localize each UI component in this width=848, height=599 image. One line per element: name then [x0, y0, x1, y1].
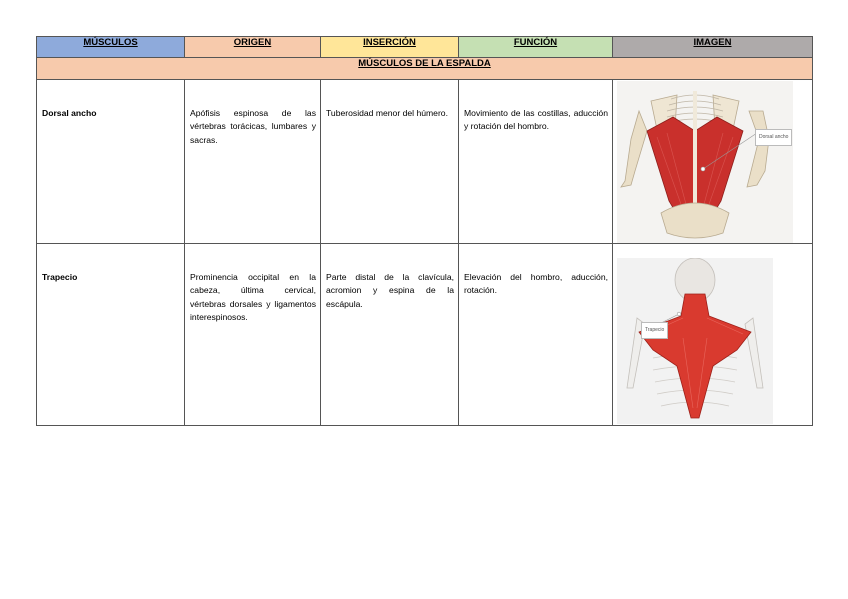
header-origen: ORIGEN	[185, 37, 321, 58]
origin-text: Prominencia occipital en la cabeza, última cervical, vértebras dorsales y ligamentos interespinosos.	[190, 272, 316, 323]
muscles-table	[36, 36, 813, 426]
header-row	[37, 37, 813, 58]
header-musculos: MÚSCULOS	[37, 37, 185, 58]
muscle-name: Dorsal ancho	[42, 108, 97, 118]
function-text: Elevación del hombro, aducción, rotación.	[464, 272, 608, 296]
image-label: Trapecio	[641, 322, 668, 339]
insertion-text: Parte distal de la clavícula, acromion y espina de la escápula.	[326, 272, 454, 309]
header-insercion: INSERCIÓN	[321, 37, 459, 58]
origin-text: Apófisis espinosa de las vértebras torácicas, lumbares y sacras.	[190, 108, 316, 145]
section-row	[37, 58, 813, 80]
latissimus-dorsi-illustration	[617, 81, 793, 243]
trapezius-illustration	[617, 258, 773, 424]
section-title: MÚSCULOS DE LA ESPALDA	[37, 58, 813, 80]
table-row	[37, 80, 813, 244]
insertion-text: Tuberosidad menor del húmero.	[326, 108, 448, 118]
header-imagen: IMAGEN	[613, 37, 813, 58]
muscle-name: Trapecio	[42, 272, 78, 282]
table-row	[37, 244, 813, 426]
image-label: Dorsal ancho	[755, 129, 792, 146]
header-funcion: FUNCIÓN	[459, 37, 613, 58]
function-text: Movimiento de las costillas, aducción y rotación del hombro.	[464, 108, 608, 132]
